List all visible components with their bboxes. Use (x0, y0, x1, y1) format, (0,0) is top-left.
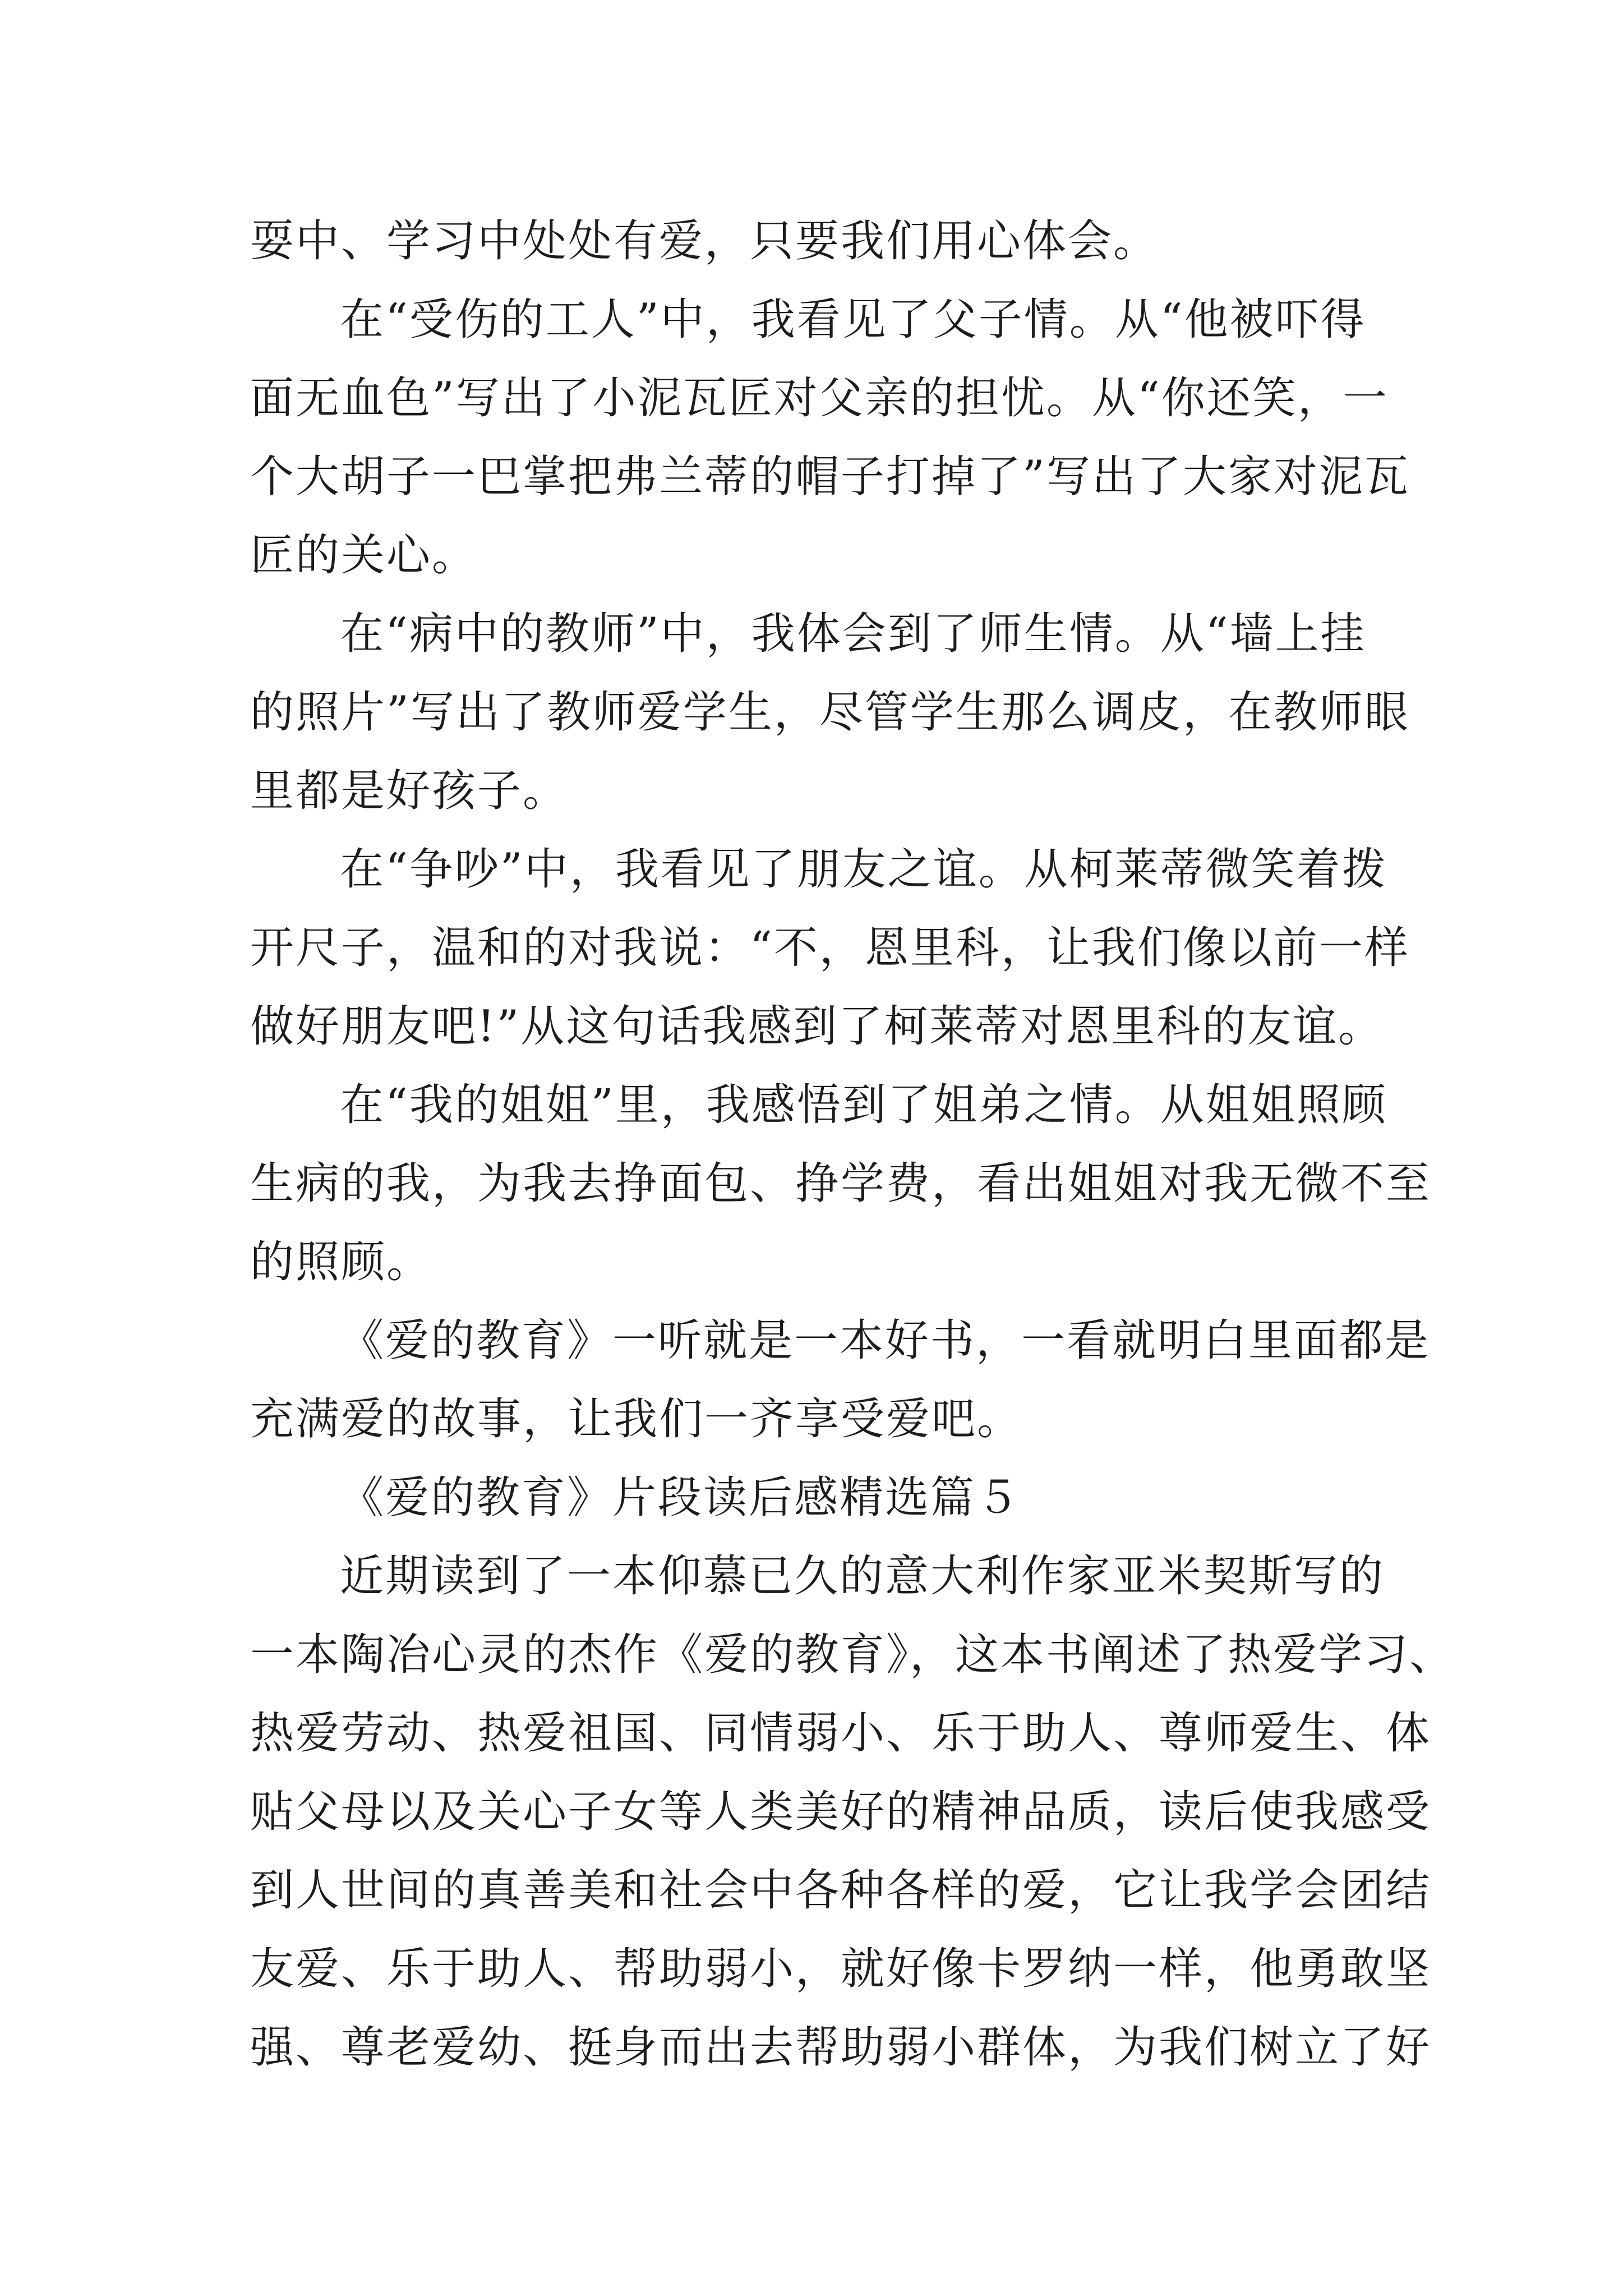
text-line: 贴父母以及关心子女等人类美好的精神品质，读后使我感受 (250, 1787, 1432, 1837)
text-line: 热爱劳动、热爱祖国、同情弱小、乐于助人、尊师爱生、体 (250, 1708, 1432, 1759)
text-line: 匠的关心。 (250, 530, 478, 581)
text-line: 在“受伤的工人”中，我看见了父子情。从“他被吓得 (340, 295, 1366, 345)
text-line: 《爱的教育》一听就是一本好书，一看就明白里面都是 (340, 1315, 1431, 1366)
text-line: 里都是好孩子。 (250, 766, 569, 816)
document-body (250, 202, 1455, 2087)
text-line: 耍中、学习中处处有爱，只要我们用心体会。 (250, 216, 1159, 266)
text-line: 开尺子，温和的对我说：“不，恩里科，让我们像以前一样 (250, 923, 1410, 973)
text-line: 的照顾。 (250, 1237, 432, 1287)
text-line: 友爱、乐于助人、帮助弱小，就好像卡罗纳一样，他勇敢坚 (250, 1944, 1432, 1994)
text-line: 近期读到了一本仰慕已久的意大利作家亚米契斯写的 (340, 1551, 1385, 1602)
text-line: 在“争吵”中，我看见了朋友之谊。从柯莱蒂微笑着拨 (340, 844, 1387, 895)
text-line: 面无血色”写出了小泥瓦匠对父亲的担忧。从“你还笑，一 (250, 373, 1389, 424)
text-line: 做好朋友吧!”从这句话我感到了柯莱蒂对恩里科的友谊。 (250, 1001, 1384, 1052)
section-heading: 《爱的教育》片段读后感精选篇５ (340, 1473, 1022, 1523)
text-line: 生病的我，为我去挣面包、挣学费，看出姐姐对我无微不至 (250, 1158, 1432, 1209)
text-line: 到人世间的真善美和社会中各种各样的爱，它让我学会团结 (250, 1865, 1432, 1916)
text-line: 的照片”写出了教师爱学生，尽管学生那么调皮，在教师眼 (250, 687, 1410, 738)
text-line: 充满爱的故事，让我们一齐享受爱吧。 (250, 1394, 1023, 1444)
text-line: 一本陶冶心灵的杰作《爱的教育》，这本书阐述了热爱学习、 (250, 1630, 1455, 1680)
text-line: 在“我的姐姐”里，我感悟到了姐弟之情。从姐姐照顾 (340, 1080, 1387, 1130)
text-line: 强、尊老爱幼、挺身而出去帮助弱小群体，为我们树立了好 (250, 2022, 1432, 2073)
text-line: 在“病中的教师”中，我体会到了师生情。从“墙上挂 (340, 609, 1366, 659)
text-line: 个大胡子一巴掌把弗兰蒂的帽子打掉了”写出了大家对泥瓦 (250, 452, 1410, 502)
